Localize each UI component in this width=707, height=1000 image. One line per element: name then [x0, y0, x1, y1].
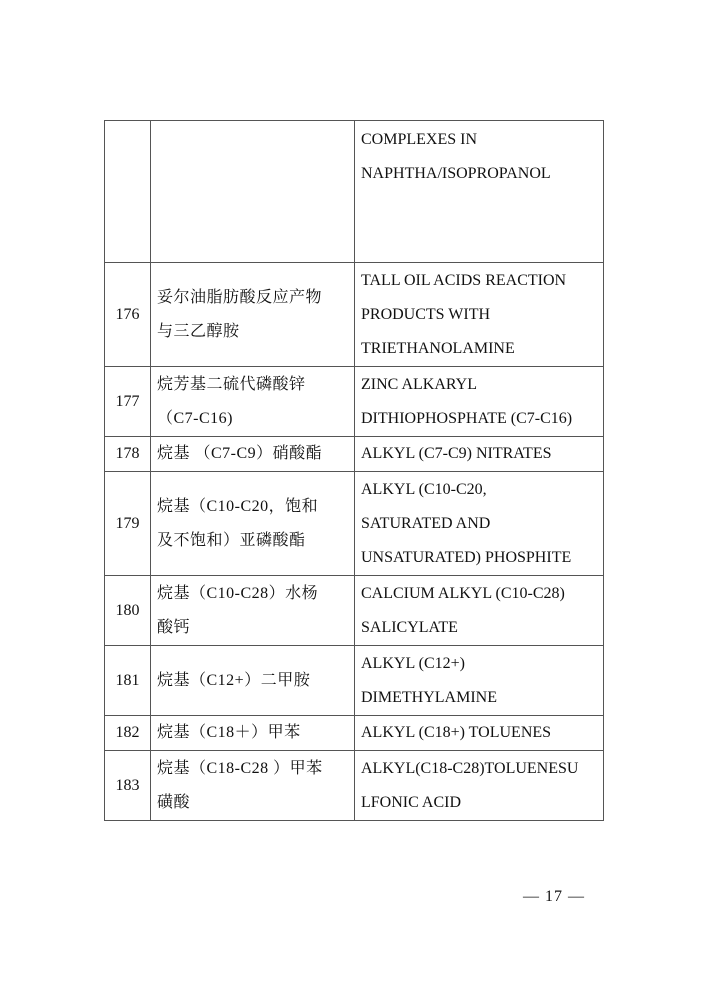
- chinese-name-line: 烷基（C12+）二甲胺: [157, 671, 311, 689]
- chinese-name-cell: [151, 121, 355, 263]
- chemical-list-table: [104, 120, 604, 821]
- english-name-line: DITHIOPHOSPHATE (C7-C16): [361, 409, 573, 427]
- chinese-name-cell: [151, 472, 355, 576]
- chinese-name-line: （C7-C16): [157, 409, 234, 427]
- chinese-name-line: 酸钙: [157, 618, 191, 636]
- english-name-line: ALKYL (C10-C20,: [361, 480, 487, 498]
- english-name-cell: [355, 751, 604, 821]
- chinese-name-line: 及不饱和）亚磷酸酯: [157, 531, 306, 549]
- table-row: [105, 263, 604, 367]
- english-name-line: ALKYL (C18+) TOLUENES: [361, 724, 552, 741]
- row-number: 177: [105, 367, 151, 437]
- chinese-name-cell: [151, 367, 355, 437]
- row-number: 178: [105, 437, 151, 472]
- row-number: 182: [105, 716, 151, 751]
- row-number: 179: [105, 472, 151, 576]
- english-name-line: ZINC ALKARYL: [361, 375, 477, 393]
- page-number: — 17 —: [523, 888, 585, 905]
- english-name-line: SATURATED AND: [361, 514, 491, 532]
- english-name-cell: [355, 437, 604, 472]
- english-name-line: LFONIC ACID: [361, 793, 462, 811]
- english-name-line: COMPLEXES IN: [361, 131, 478, 148]
- english-name-cell: [355, 576, 604, 646]
- english-name-line: UNSATURATED) PHOSPHITE: [361, 548, 572, 566]
- english-name-line: NAPHTHA/ISOPROPANOL: [361, 165, 551, 182]
- row-number: 176: [105, 263, 151, 367]
- chinese-name-line: 烷基 （C7-C9）硝酸酯: [157, 445, 323, 462]
- english-name-line: ALKYL(C18-C28)TOLUENESU: [361, 759, 579, 777]
- english-name-line: TALL OIL ACIDS REACTION: [361, 271, 567, 289]
- chinese-name-line: 烷基（C10-C28）水杨: [157, 584, 319, 602]
- english-name-cell: [355, 121, 604, 263]
- chinese-name-line: 烷基（C10-C20，饱和: [157, 497, 319, 515]
- chinese-name-line: 烷芳基二硫代磷酸锌: [157, 375, 306, 393]
- chinese-name-cell: [151, 437, 355, 472]
- chinese-name-line: 妥尔油脂肪酸反应产物: [157, 288, 323, 306]
- english-name-line: PRODUCTS WITH: [361, 305, 491, 323]
- chinese-name-cell: [151, 716, 355, 751]
- english-name-cell: [355, 367, 604, 437]
- english-name-line: ALKYL (C7-C9) NITRATES: [361, 445, 552, 462]
- english-name-cell: [355, 646, 604, 716]
- chinese-name-cell: [151, 646, 355, 716]
- table-row: [105, 437, 604, 472]
- row-number: 183: [105, 751, 151, 821]
- english-name-cell: [355, 472, 604, 576]
- chinese-name-line: 与三乙醇胺: [157, 322, 240, 340]
- english-name-line: DIMETHYLAMINE: [361, 688, 497, 706]
- row-number: [105, 121, 151, 263]
- table-row: [105, 646, 604, 716]
- chinese-name-line: 烷基（C18-C28 ）甲苯: [157, 759, 323, 777]
- table-row: [105, 751, 604, 821]
- table-row: [105, 367, 604, 437]
- chinese-name-cell: [151, 751, 355, 821]
- row-number: 181: [105, 646, 151, 716]
- table-row: [105, 121, 604, 263]
- english-name-line: ALKYL (C12+): [361, 654, 465, 672]
- chinese-name-line: 烷基（C18＋）甲苯: [157, 724, 301, 741]
- english-name-cell: [355, 263, 604, 367]
- table-row: [105, 576, 604, 646]
- english-name-line: CALCIUM ALKYL (C10-C28): [361, 584, 565, 602]
- english-name-line: SALICYLATE: [361, 618, 458, 636]
- chinese-name-line: 磺酸: [157, 793, 191, 811]
- row-number: 180: [105, 576, 151, 646]
- english-name-cell: [355, 716, 604, 751]
- chinese-name-cell: [151, 263, 355, 367]
- english-name-line: TRIETHANOLAMINE: [361, 339, 515, 357]
- table-row: [105, 472, 604, 576]
- table-row: [105, 716, 604, 751]
- chinese-name-cell: [151, 576, 355, 646]
